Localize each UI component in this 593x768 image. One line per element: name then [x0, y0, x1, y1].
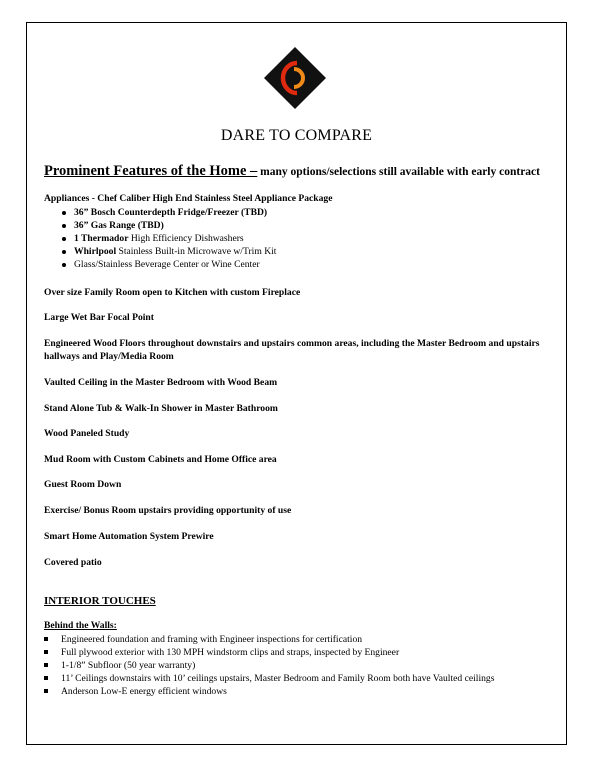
feature-line: Large Wet Bar Focal Point	[44, 312, 154, 323]
square-bullet-icon	[44, 650, 48, 654]
square-bullet-icon	[44, 663, 48, 667]
list-item: Engineered foundation and framing with Engineer inspections for certification	[44, 633, 494, 646]
bullet-icon	[62, 263, 66, 267]
list-item: Full plywood exterior with 130 MPH windstorm clips and straps, inspected by Engineer	[44, 646, 494, 659]
list-item: Glass/Stainless Beverage Center or Wine Center	[44, 258, 276, 271]
bullet-icon	[62, 211, 66, 215]
square-bullet-icon	[44, 637, 48, 641]
bullet-icon	[62, 250, 66, 254]
list-item: 36” Gas Range (TBD)	[44, 219, 276, 232]
feature-line: Smart Home Automation System Prewire	[44, 531, 214, 542]
list-item: Anderson Low-E energy efficient windows	[44, 685, 494, 698]
features-heading	[44, 162, 540, 180]
features-heading-main: Prominent Features of the Home –	[44, 163, 258, 179]
behind-walls-title: Behind the Walls:	[44, 620, 117, 631]
list-item: 1-1/8” Subfloor (50 year warranty)	[44, 659, 494, 672]
list-item: Whirlpool Stainless Built-in Microwave w/Trim Kit	[44, 245, 276, 258]
feature-line: Wood Paneled Study	[44, 428, 130, 439]
feature-line: Vaulted Ceiling in the Master Bedroom with Wood Beam	[44, 377, 278, 388]
list-item: 36” Bosch Counterdepth Fridge/Freezer (TBD)	[44, 206, 276, 219]
feature-line: Exercise/ Bonus Room upstairs providing opportunity of use	[44, 505, 292, 516]
list-item: 11’ Ceilings downstairs with 10’ ceilings upstairs, Master Bedroom and Family Room both have Vaulted ceilings	[44, 672, 494, 685]
feature-line: Over size Family Room open to Kitchen with custom Fireplace	[44, 287, 301, 298]
feature-line: Stand Alone Tub & Walk-In Shower in Master Bathroom	[44, 403, 278, 414]
feature-line: Mud Room with Custom Cabinets and Home Office area	[44, 454, 277, 465]
bullet-icon	[62, 237, 66, 241]
company-logo	[264, 47, 326, 109]
features-heading-sub: many options/selections still available with early contract	[257, 166, 540, 178]
feature-line: Engineered Wood Floors throughout downstairs and upstairs common areas, including the Master Bedroom and upstairs hallways and Play/Media Room	[44, 338, 540, 362]
interior-touches-title: INTERIOR TOUCHES	[44, 595, 156, 607]
list-item: 1 Thermador High Efficiency Dishwashers	[44, 232, 276, 245]
appliances-header: Appliances - Chef Caliber High End Stainless Steel Appliance Package	[44, 193, 333, 204]
square-bullet-icon	[44, 676, 48, 680]
appliance-list	[44, 206, 276, 271]
feature-line: Guest Room Down	[44, 479, 122, 490]
behind-walls-list	[44, 633, 494, 698]
page-title: DARE TO COMPARE	[220, 127, 373, 144]
square-bullet-icon	[44, 689, 48, 693]
feature-line: Covered patio	[44, 557, 102, 568]
bullet-icon	[62, 224, 66, 228]
